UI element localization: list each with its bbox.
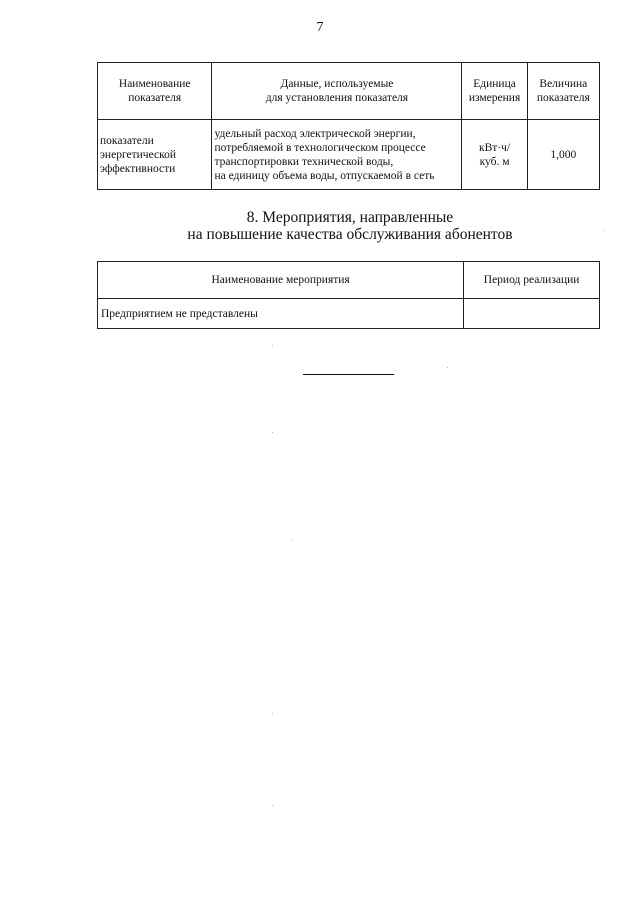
cell-measure-name: Предприятием не представлены — [98, 299, 464, 329]
header-period: Период реализации — [464, 262, 600, 299]
section-8-heading — [0, 209, 640, 243]
header-data-used-line2: для установления показателя — [265, 92, 409, 104]
measures-table-header-row — [98, 262, 600, 299]
scan-speck — [272, 805, 273, 806]
header-data-used-line1: Данные, используемые — [280, 78, 394, 90]
header-indicator-name — [98, 63, 212, 120]
cell-data-used — [212, 120, 462, 190]
table-row — [98, 299, 600, 329]
cell-unit — [462, 120, 527, 190]
header-measure-name: Наименование мероприятия — [98, 262, 464, 299]
indicators-table — [97, 62, 600, 190]
cell-data-used-line1: удельный расход электрической энергии, — [214, 127, 416, 140]
cell-indicator-name-line1: показатели — [100, 134, 154, 147]
cell-indicator-name — [98, 120, 212, 190]
cell-indicator-name-line2: энергетической — [100, 148, 176, 161]
section-8-heading-line2: на повышение качества обслуживания абонентов — [187, 226, 513, 243]
header-value-line1: Величина — [539, 78, 588, 90]
end-rule — [303, 374, 394, 375]
measures-table — [97, 261, 600, 329]
scan-speck — [272, 713, 273, 714]
header-unit-line1: Единица — [473, 78, 516, 90]
scan-speck — [604, 230, 605, 231]
scan-speck — [292, 540, 293, 541]
cell-value: 1,000 — [527, 120, 599, 190]
scan-speck — [447, 367, 448, 368]
cell-indicator-name-line3: эффективности — [100, 162, 176, 175]
header-data-used — [212, 63, 462, 120]
scan-speck — [272, 345, 273, 346]
cell-unit-line2: куб. м — [479, 155, 510, 168]
indicators-table-header-row — [98, 63, 600, 120]
header-value-line2: показателя — [536, 92, 590, 104]
cell-data-used-line2: потребляемой в технологическом процессе — [214, 141, 426, 154]
header-value — [527, 63, 599, 120]
cell-data-used-line4: на единицу объема воды, отпускаемой в сеть — [214, 169, 435, 182]
page-number: 7 — [316, 20, 324, 35]
cell-data-used-line3: транспортировки технической воды, — [214, 155, 394, 168]
scan-speck — [272, 432, 273, 433]
header-unit — [462, 63, 527, 120]
cell-unit-line1: кВт·ч/ — [479, 141, 511, 154]
header-indicator-name-line1: Наименование — [118, 78, 191, 90]
header-indicator-name-line2: показателя — [128, 92, 182, 104]
table-row — [98, 120, 600, 190]
cell-period — [464, 299, 600, 329]
header-unit-line2: измерения — [468, 92, 521, 104]
section-8-heading-line1: 8. Мероприятия, направленные — [246, 209, 454, 226]
